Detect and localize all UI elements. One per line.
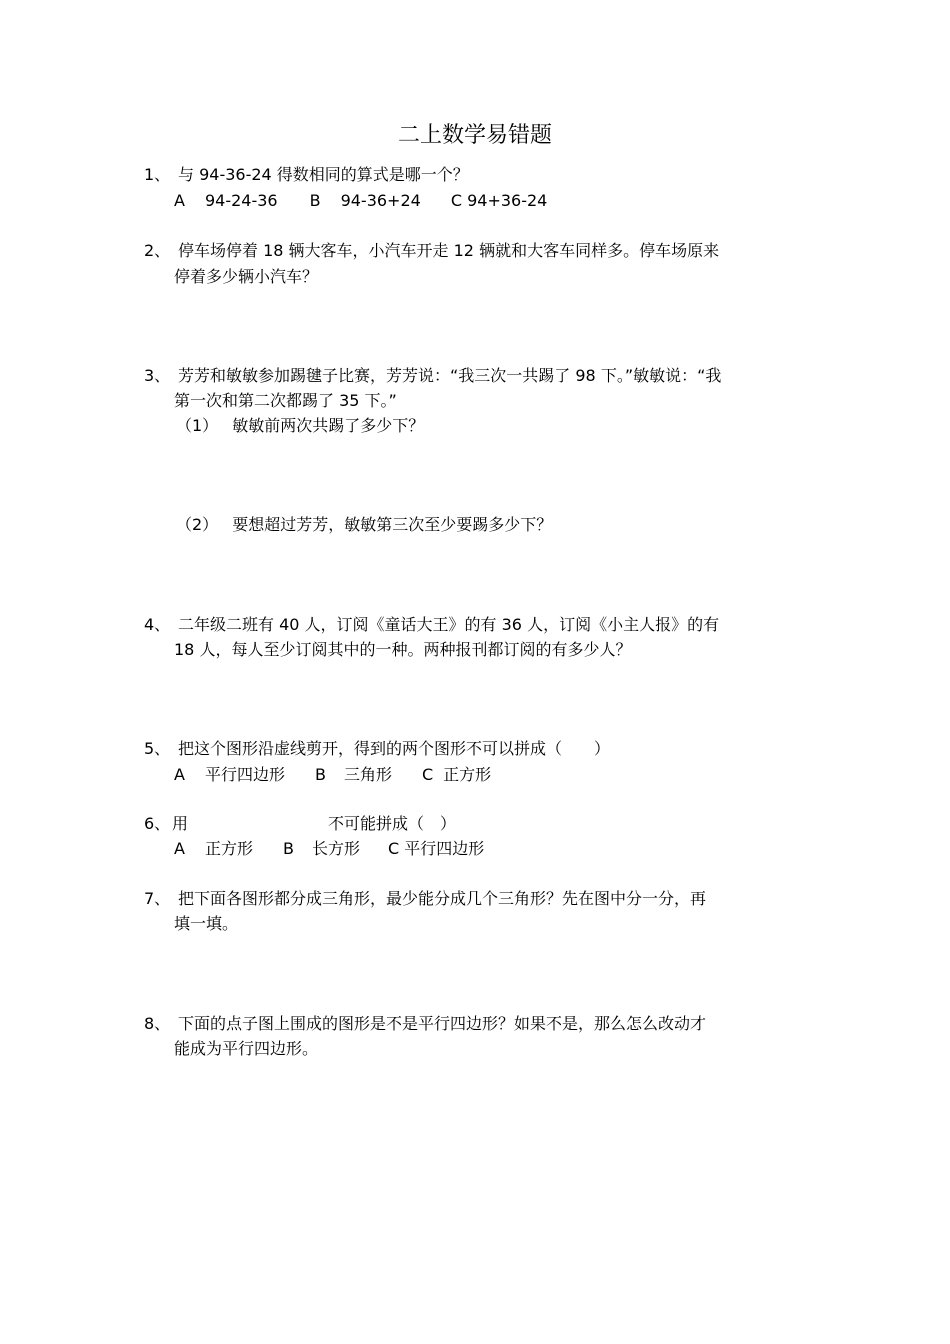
sub-2-text: 要想超过芳芳，敏敏第三次至少要踢多少下？ xyxy=(232,515,553,534)
question-6-number: 6、 xyxy=(144,814,171,833)
question-2-number: 2、 xyxy=(144,241,171,260)
question-6-text-end: 不可能拼成（ ） xyxy=(328,814,457,833)
question-3-text-line1: 芳芳和敏敏参加踢毽子比赛，芳芳说：“我三次一共踢了 98 下。”敏敏说：“我 xyxy=(178,366,722,385)
sub-1-label: （1） xyxy=(176,416,219,435)
question-2-text-line2: 停着多少辆小汽车？ xyxy=(174,267,319,286)
question-7-text-line2: 填一填。 xyxy=(174,914,239,933)
option-a-label: A xyxy=(174,191,185,210)
option-b-label: B xyxy=(282,839,294,858)
question-3-text-line2: 第一次和第二次都踢了 35 下。” xyxy=(174,391,397,410)
option-a-label: A xyxy=(174,765,185,784)
option-b-text: 长方形 xyxy=(311,839,360,858)
question-6-text-start: 用 xyxy=(172,814,189,833)
question-8-text-line1: 下面的点子图上围成的图形是不是平行四边形？如果不是，那么怎么改动才 xyxy=(178,1014,707,1033)
question-5-options xyxy=(174,764,491,786)
question-3-sub-2 xyxy=(176,514,552,536)
option-a-text: 正方形 xyxy=(204,839,253,858)
sub-2-label: （2） xyxy=(176,515,219,534)
question-3-number: 3、 xyxy=(144,366,171,385)
question-4-text-line1: 二年级二班有 40 人，订阅《童话大王》的有 36 人，订阅《小主人报》的有 xyxy=(178,615,720,634)
question-2-text-line1: 停车场停着 18 辆大客车，小汽车开走 12 辆就和大客车同样多。停车场原来 xyxy=(178,241,720,260)
question-3-sub-1 xyxy=(176,415,424,437)
option-c: C 平行四边形 xyxy=(387,839,485,858)
option-a-label: A xyxy=(174,839,185,858)
question-7-number: 7、 xyxy=(144,889,171,908)
question-5-text: 把这个图形沿虚线剪开，得到的两个图形不可以拼成（ ） xyxy=(178,739,611,758)
option-c-text: 正方形 xyxy=(443,765,492,784)
question-5-number: 5、 xyxy=(144,739,171,758)
option-b-label: B xyxy=(314,765,326,784)
question-1-number: 1、 xyxy=(144,165,171,184)
question-7-text-line1: 把下面各图形都分成三角形，最少能分成几个三角形？先在图中分一分，再 xyxy=(178,889,707,908)
question-4-number: 4、 xyxy=(144,615,171,634)
option-c: C 94+36-24 xyxy=(450,191,548,210)
option-b-label: B xyxy=(309,191,321,210)
question-1-text: 与 94-36-24 得数相同的算式是哪一个？ xyxy=(178,165,469,184)
question-8-number: 8、 xyxy=(144,1014,171,1033)
question-1-options xyxy=(174,190,547,212)
option-c-label: C xyxy=(421,765,434,784)
question-8-text-line2: 能成为平行四边形。 xyxy=(174,1039,319,1058)
question-4-text-line2: 18 人，每人至少订阅其中的一种。两种报刊都订阅的有多少人？ xyxy=(174,640,632,659)
option-b-text: 三角形 xyxy=(343,765,392,784)
sub-1-text: 敏敏前两次共踢了多少下？ xyxy=(232,416,425,435)
option-b-text: 94-36+24 xyxy=(340,191,421,210)
page-title: 二上数学易错题 xyxy=(397,123,552,148)
question-6-options xyxy=(174,838,484,860)
option-a-text: 平行四边形 xyxy=(204,765,285,784)
option-a-text: 94-24-36 xyxy=(204,191,278,210)
